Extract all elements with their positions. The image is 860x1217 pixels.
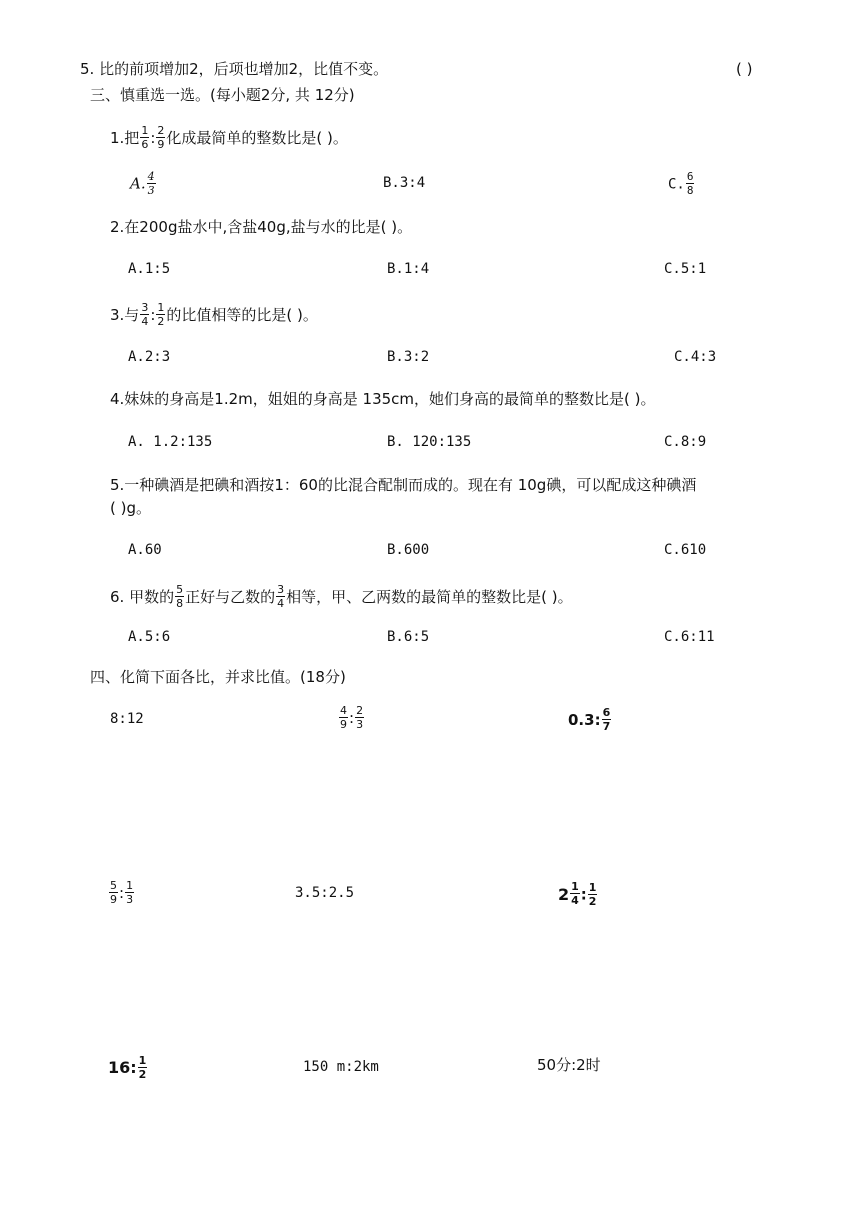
q6-fraction-a: $\frac{5}{8}$	[176, 583, 184, 610]
ratio-50min-2h: 50分:2时	[537, 1056, 601, 1074]
q4-option-c[interactable]: C.8:9	[664, 434, 707, 450]
q3-colon: :	[150, 306, 156, 324]
q6-suffix: 相等，甲、乙两数的最简单的整数比是( )。	[286, 588, 573, 606]
frac-4-9: $\frac{4}{9}$	[340, 704, 347, 731]
colon: :	[119, 884, 125, 902]
q3-option-c[interactable]: C.4:3	[674, 349, 717, 365]
q5-option-c[interactable]: C.610	[664, 542, 707, 558]
whole-number: 2	[558, 884, 570, 904]
answer-bracket[interactable]: ( )	[736, 60, 753, 78]
q1-option-a-label: A.	[130, 174, 146, 193]
frac-1-2: $\frac{1}{2}$	[138, 1054, 147, 1081]
q4-option-b[interactable]: B. 120:135	[387, 434, 472, 450]
ratio-0.3-to-6-7	[568, 708, 612, 733]
question-5-line2: ( )g。	[110, 499, 151, 517]
q1-option-a[interactable]	[130, 172, 157, 197]
q1-suffix: 化成最简单的整数比是( )。	[166, 129, 348, 147]
q2-option-a[interactable]: A.1:5	[128, 261, 171, 277]
q1-prefix: 1.把	[110, 129, 140, 147]
q2-option-b[interactable]: B.1:4	[387, 261, 430, 277]
frac-1-3: $\frac{1}{3}$	[126, 879, 134, 906]
q6-fraction-b: $\frac{3}{4}$	[277, 583, 285, 610]
q5-option-a[interactable]: A.60	[128, 542, 162, 558]
q1-option-b[interactable]: B.3:4	[383, 175, 426, 191]
q1-option-c-fraction: $\frac{6}{8}$	[686, 170, 694, 197]
frac-1-4: $\frac{1}{4}$	[571, 880, 579, 907]
q6-option-c[interactable]: C.6:11	[664, 629, 715, 645]
q1-fraction-a: $\frac{1}{6}$	[141, 124, 149, 151]
question-1	[110, 126, 348, 151]
ratio-150m-2km: 150 m:2km	[303, 1059, 379, 1075]
prev-question-5: 5. 比的前项增加2，后项也增加2，比值不变。	[80, 60, 389, 78]
q1-option-c[interactable]	[668, 172, 695, 197]
colon: :	[580, 885, 587, 904]
q3-fraction-b: $\frac{1}{2}$	[157, 301, 165, 328]
question-6	[110, 585, 573, 610]
ratio-16-to-1-2	[108, 1056, 148, 1081]
q6-prefix: 6. 甲数的	[110, 588, 175, 606]
ratio-5-9-to-1-3	[108, 881, 135, 906]
q6-option-a[interactable]: A.5:6	[128, 629, 171, 645]
q3-fraction-a: $\frac{3}{4}$	[141, 301, 149, 328]
question-2: 2.在200g盐水中,含盐40g,盐与水的比是( )。	[110, 218, 413, 236]
ratio-2-1-4-to-1-2	[558, 882, 598, 908]
q3-prefix: 3.与	[110, 306, 140, 324]
frac-5-9: $\frac{5}{9}$	[110, 879, 117, 906]
ratio-3.5-2.5: 3.5:2.5	[295, 885, 355, 901]
q1-option-c-label: C.	[668, 176, 685, 193]
question-4: 4.妹妹的身高是1.2m，姐姐的身高是 135cm，她们身高的最简单的整数比是( )。	[110, 390, 656, 408]
q6-option-b[interactable]: B.6:5	[387, 629, 430, 645]
section-3-heading: 三、慎重选一选。(每小题2分, 共 12分)	[90, 86, 355, 104]
q2-option-c[interactable]: C.5:1	[664, 261, 707, 277]
ratio-4-9-to-2-3	[338, 706, 365, 731]
section-4-heading: 四、化简下面各比，并求比值。(18分)	[90, 668, 346, 686]
q4-option-a[interactable]: A. 1.2:135	[128, 434, 213, 450]
q1-option-a-fraction: $\frac{4}{3}$	[147, 170, 155, 197]
question-5-line1: 5.一种碘酒是把碘和酒按1：60的比混合配制而成的。现在有 10g碘，可以配成这种碘酒	[110, 476, 697, 494]
question-3	[110, 303, 318, 328]
frac-1-2: $\frac{1}{2}$	[588, 880, 597, 908]
q1-fraction-b: $\frac{2}{9}$	[157, 124, 165, 151]
colon: :	[349, 709, 355, 727]
ratio-prefix: 16:	[108, 1058, 137, 1077]
frac-6-7: $\frac{6}{7}$	[602, 706, 611, 733]
ratio-8-12: 8:12	[110, 711, 144, 727]
frac-2-3: $\frac{2}{3}$	[356, 704, 364, 731]
q3-option-a[interactable]: A.2:3	[128, 349, 171, 365]
q6-middle: 正好与乙数的	[185, 588, 276, 606]
q3-option-b[interactable]: B.3:2	[387, 349, 430, 365]
q1-colon: :	[150, 129, 156, 147]
q5-option-b[interactable]: B.600	[387, 542, 430, 558]
q3-suffix: 的比值相等的比是( )。	[166, 306, 318, 324]
ratio-prefix: 0.3:	[568, 711, 601, 729]
